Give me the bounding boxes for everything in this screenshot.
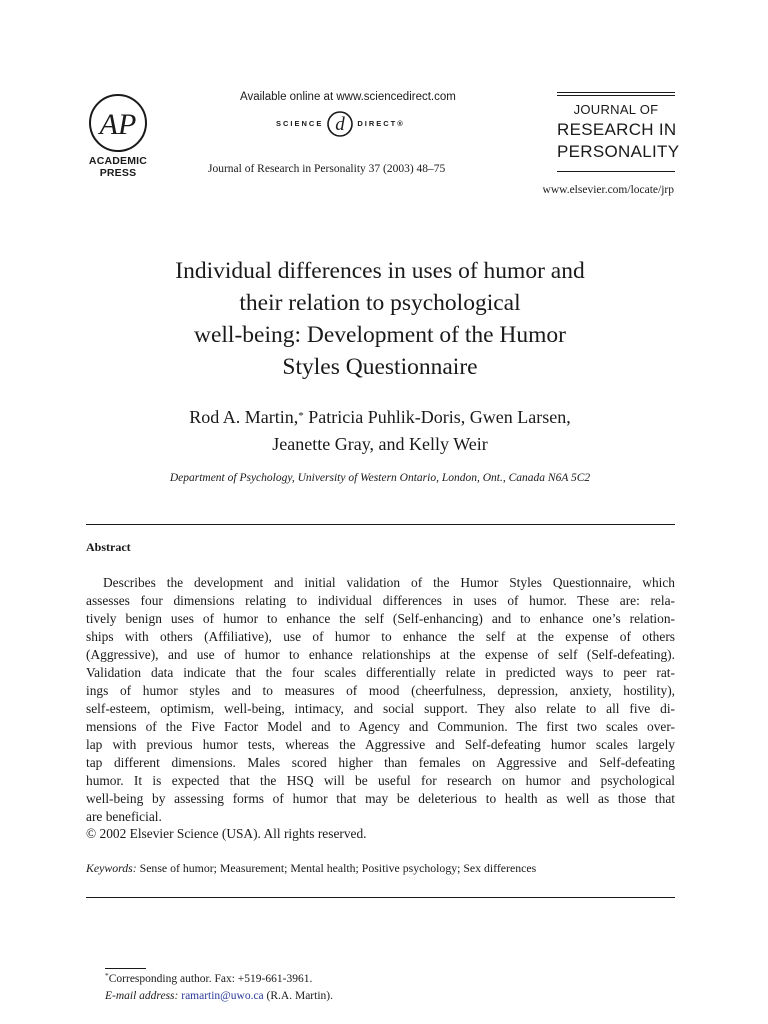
abstract-line: mensions of the Five Factor Model and to Agency and Communion. The first two scales over- bbox=[86, 719, 675, 734]
academic-press-logo bbox=[86, 92, 150, 154]
divider bbox=[86, 897, 675, 898]
keywords-text: Sense of humor; Measurement; Mental health; Positive psychology; Sex differences bbox=[136, 861, 537, 875]
sciencedirect-right: DIRECT® bbox=[357, 118, 405, 128]
sciencedirect-logo bbox=[276, 106, 405, 140]
email-suffix: (R.A. Martin). bbox=[263, 990, 333, 1002]
authors-line: Jeanette Gray, and Kelly Weir bbox=[272, 434, 488, 454]
abstract-body bbox=[86, 574, 675, 826]
abstract-line: lap with previous humor tests, whereas the Aggressive and Self-defeating humor scales largely bbox=[86, 737, 675, 752]
copyright-notice: © 2002 Elsevier Science (USA). All rights reserved. bbox=[86, 826, 367, 841]
journal-box-rule bbox=[557, 92, 675, 93]
authors bbox=[84, 404, 676, 458]
journal-title-box bbox=[557, 92, 680, 172]
email-link[interactable]: ramartin@uwo.ca bbox=[181, 990, 264, 1002]
affiliation: Department of Psychology, University of Western Ontario, London, Ont., Canada N6A 5C2 bbox=[169, 472, 591, 484]
authors-rest: Patricia Puhlik-Doris, Gwen Larsen, bbox=[303, 407, 571, 427]
footnote-mark: * bbox=[105, 971, 109, 980]
abstract-line: humor. It is expected that the HSQ will be useful for research on humor and psychological bbox=[86, 773, 675, 788]
title-line: Individual differences in uses of humor and bbox=[175, 258, 585, 284]
divider bbox=[86, 524, 675, 525]
journal-citation: Journal of Research in Personality 37 (2003) 48–75 bbox=[208, 163, 446, 175]
journal-url[interactable]: www.elsevier.com/locate/jrp bbox=[542, 184, 674, 196]
publisher-name-2: PRESS bbox=[99, 167, 137, 179]
footnote-corresponding bbox=[105, 973, 312, 985]
journal-box-rule bbox=[557, 171, 675, 172]
journal-box-rule bbox=[557, 95, 675, 96]
title-line: Styles Questionnaire bbox=[282, 354, 478, 380]
logo-letters: AP bbox=[99, 108, 137, 141]
sciencedirect-at-icon bbox=[325, 107, 355, 139]
sciencedirect-left: SCIENCE bbox=[276, 118, 324, 128]
abstract-line: tap different dimensions. Males scored higher than females on Aggressive and Self-defeating bbox=[86, 755, 675, 770]
keywords-label: Keywords: bbox=[86, 861, 137, 875]
corresponding-author-mark[interactable]: * bbox=[298, 410, 304, 422]
author-first: Rod A. Martin, bbox=[189, 407, 299, 427]
title-line: well-being: Development of the Humor bbox=[194, 322, 566, 348]
available-online-text: Available online at www.sciencedirect.com bbox=[240, 91, 456, 103]
journal-name-line: RESEARCH IN bbox=[557, 120, 677, 139]
publisher-name: ACADEMIC bbox=[88, 155, 148, 167]
abstract-line: tively benign uses of humor to enhance the self (Self-enhancing) and to enhance one’s relation- bbox=[86, 611, 675, 626]
keywords bbox=[86, 861, 536, 876]
footnote-text: Corresponding author. Fax: +519-661-3961. bbox=[108, 973, 313, 985]
journal-name-line: PERSONALITY bbox=[557, 142, 680, 161]
abstract-line: ings of humor styles and to measures of mood (cheerfulness, depression, anxiety, hostility), bbox=[86, 683, 675, 698]
abstract-line: Validation data indicate that the four scales differentially relate in predicted ways to peer rat- bbox=[86, 665, 675, 680]
title-line: their relation to psychological bbox=[239, 290, 521, 316]
abstract-line: ships with others (Affiliative), use of humor to enhance the self at the expense of others bbox=[86, 629, 675, 644]
abstract-line: are beneficial. bbox=[86, 809, 162, 824]
svg-text:d: d bbox=[335, 114, 346, 135]
article-title bbox=[84, 255, 676, 383]
abstract-line: (Aggressive), and use of humor to enhance relationships at the expense of self (Self-defeating). bbox=[86, 647, 675, 662]
footnote-rule bbox=[105, 968, 146, 969]
journal-name-line: JOURNAL OF bbox=[573, 102, 659, 117]
email-label: E-mail address: bbox=[105, 990, 179, 1002]
authors-line bbox=[84, 404, 676, 431]
abstract-line: self-esteem, optimism, well-being, intimacy, and social support. They also relate to all five di- bbox=[86, 701, 675, 716]
abstract-line: assesses four dimensions relating to individual differences in uses of humor. These are: rela- bbox=[86, 593, 675, 608]
abstract-line: Describes the development and initial validation of the Humor Styles Questionnaire, which bbox=[103, 575, 675, 590]
footnote-email bbox=[105, 990, 333, 1002]
abstract-line: well-being by assessing forms of humor that may be deleterious to health as well as those that bbox=[86, 791, 675, 806]
abstract-heading: Abstract bbox=[86, 540, 131, 554]
